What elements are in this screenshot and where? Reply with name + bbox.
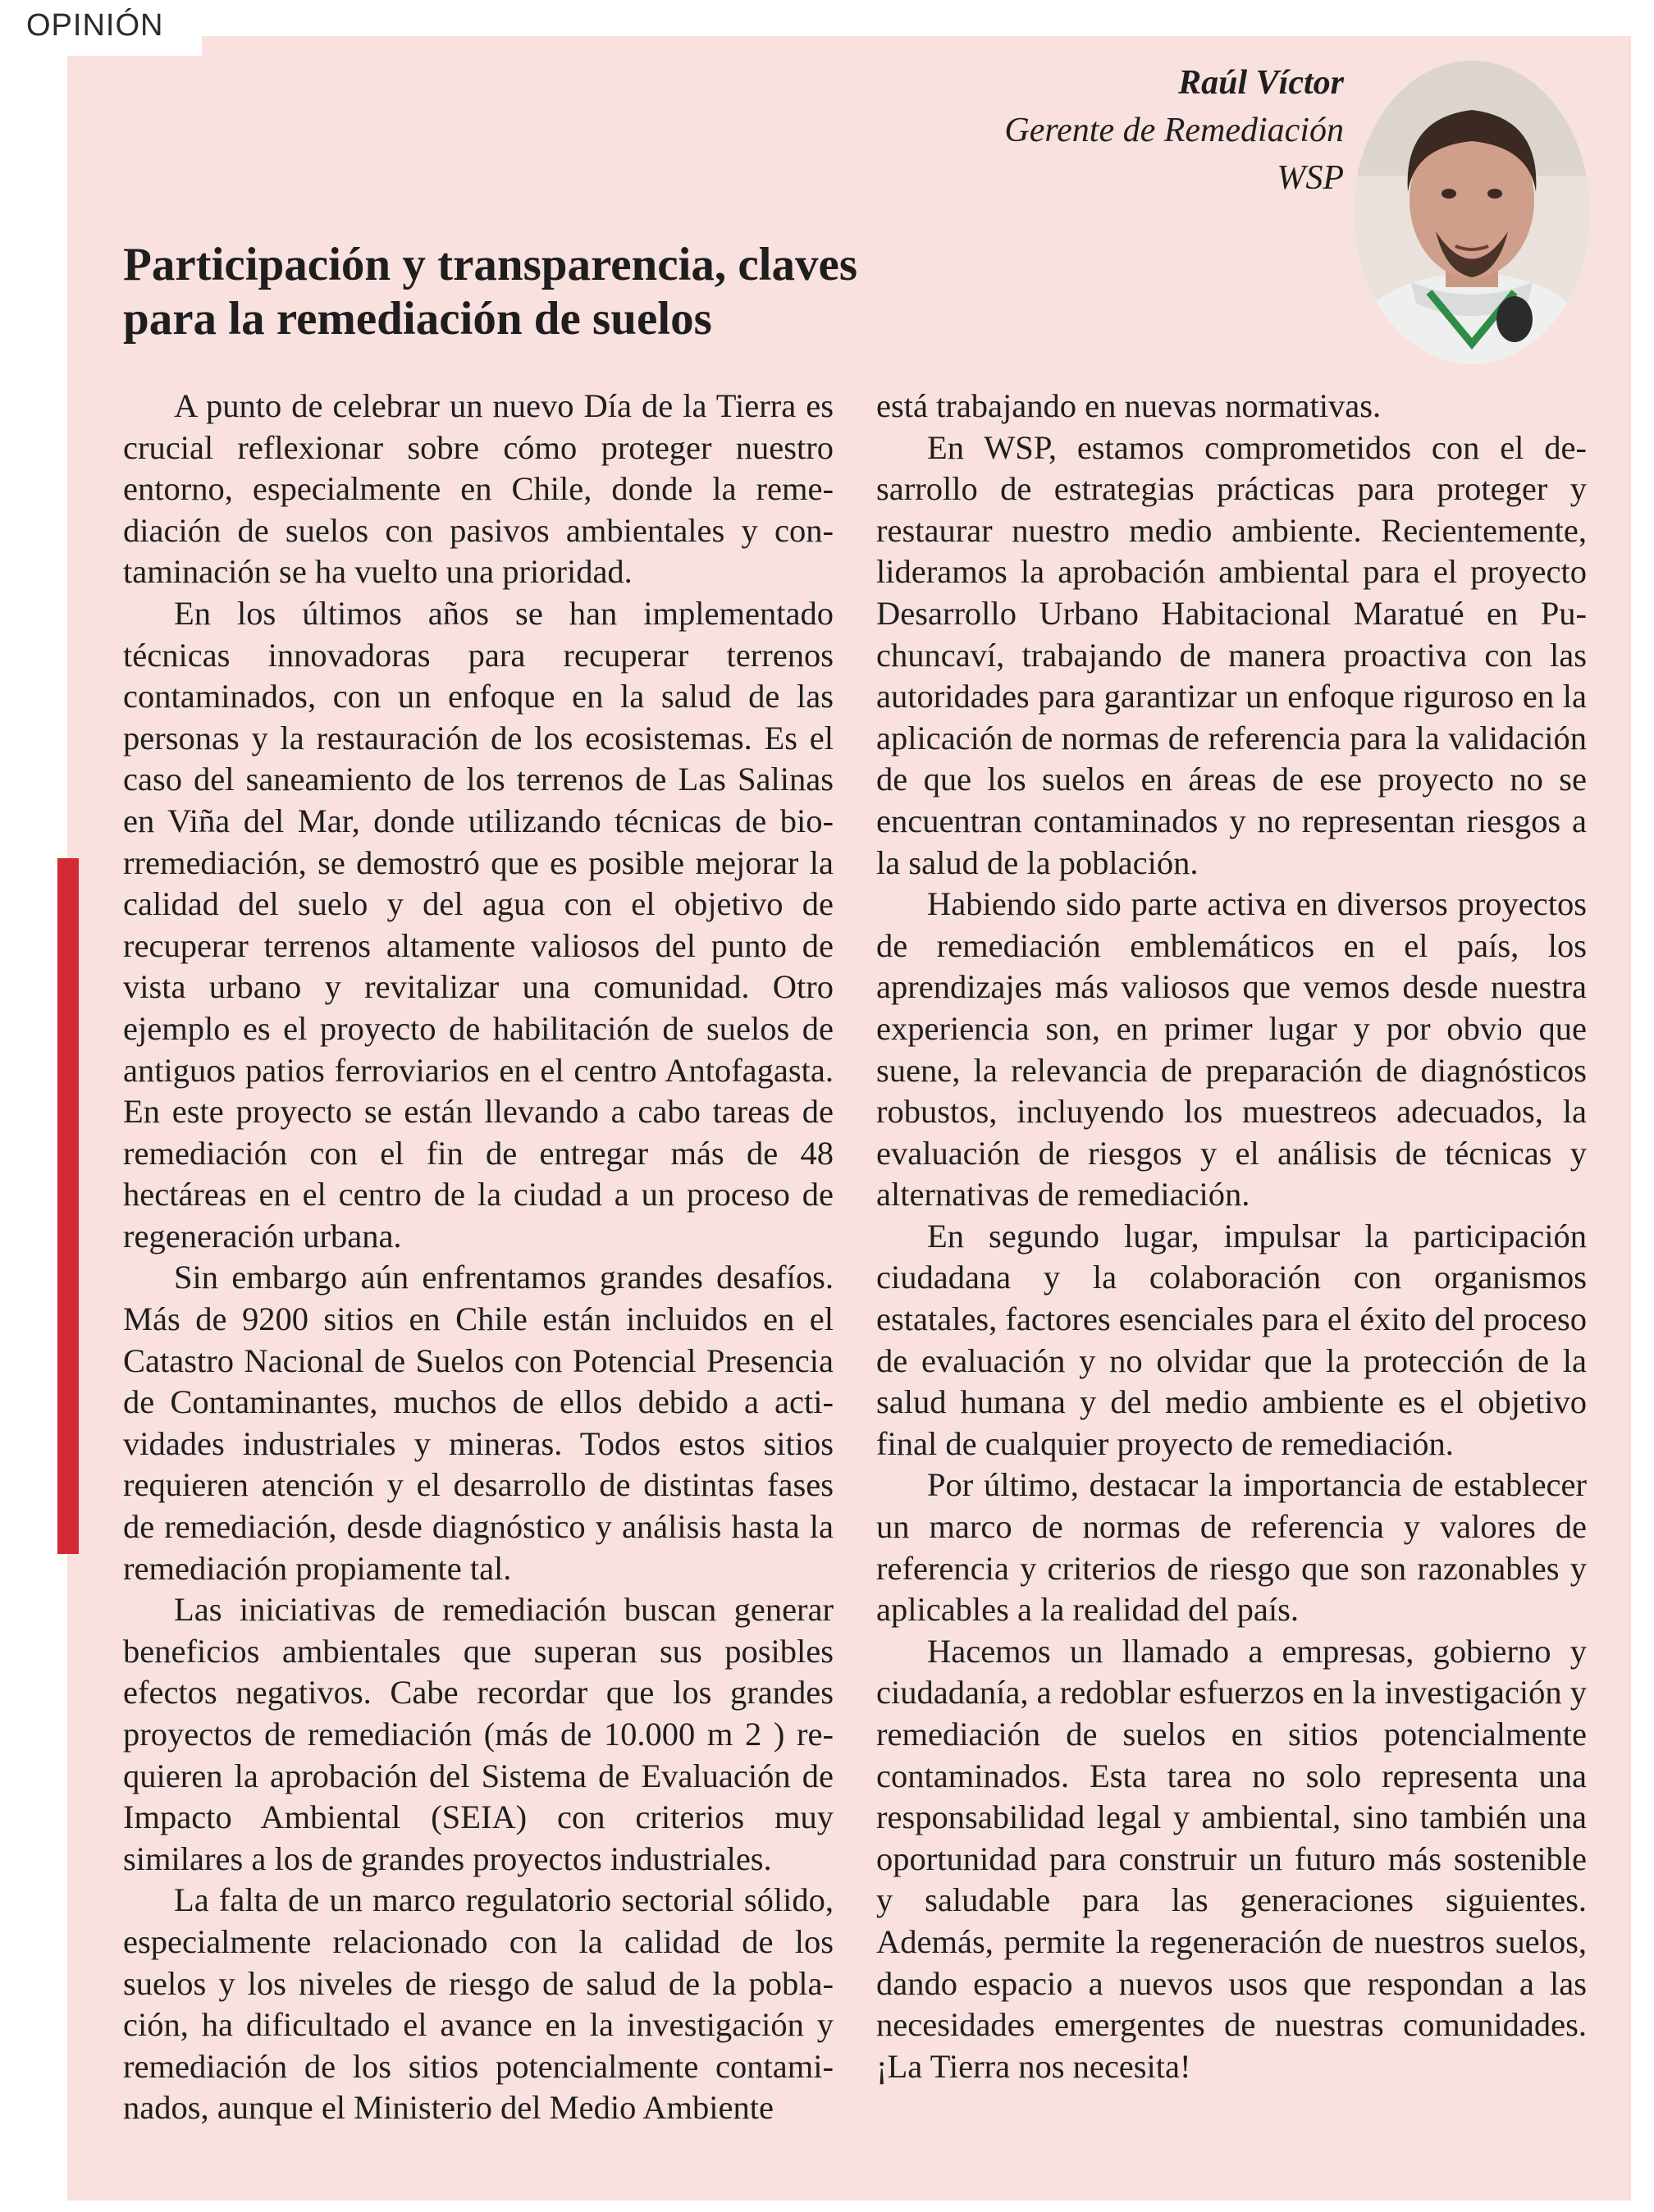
body-paragraph-9: Por último, destacar la importancia de establecer un marco de normas de referencia y valores de referencia y criterios de riesgo que son razonables y aplicables a la realidad del país.	[876, 1466, 1587, 1629]
article-column-right	[876, 386, 1587, 2087]
body-paragraph-3: Sin embargo aún enfrentamos grandes desafíos. Más de 9200 sitios en Chile están incluidos en el Catastro Nacional de Suelos con Potencial Presencia de Contaminantes, muchos de ellos debido a actividades industriales y mineras. Todos estos sitios requieren atención y el desarrollo de distintas fases de remediación, desde diagnóstico y análisis hasta la remediación propiamente tal.	[123, 1259, 834, 1587]
article-column-left	[123, 386, 834, 2129]
section-tab	[0, 0, 202, 56]
article-headline	[123, 238, 944, 346]
body-paragraph-5: La falta de un marco regulatorio sectorial sólido, especialmente relacionado con la calidad de los suelos y los niveles de riesgo de salud de la población, ha dificultado el avance en la investigación y remediación de los sitios potencialmente contaminados, aunque el Ministerio del Medio Ambiente	[123, 1881, 834, 2127]
body-paragraph-4: Las iniciativas de remediación buscan generar beneficios ambientales que superan sus posibles efectos negativos. Cabe recordar que los grandes proyectos de remediación (más de 10.000 m 2 ) requieren la aprobación del Sistema de Evaluación de Impacto Ambiental (SEIA) con criterios muy similares a los de grandes proyectos industriales.	[123, 1591, 834, 1877]
body-paragraph-2: En los últimos años se han implementado técnicas innovadoras para recuperar terrenos contaminados, con un enfoque en la salud de las personas y la restauración de los ecosistemas. Es el caso del saneamiento de los terrenos de Las Salinas en Viña del Mar, donde utilizando técnicas de biorremediación, se demostró que es posible mejorar la calidad del suelo y del agua con el objetivo de recuperar terrenos altamente valiosos del punto de vista urbano y revitalizar una comunidad. Otro ejemplo es el proyecto de habilitación de suelos de antiguos patios ferroviarios en el centro Antofagasta. En este proyecto se están llevando a cabo tareas de remediación con el fin de entregar más de 48 hectáreas en el centro de la ciudad a un proceso de regeneración urbana.	[123, 594, 834, 1255]
headline-line-2: para la remediación de suelos	[123, 293, 712, 345]
body-paragraph-10: Hacemos un llamado a empresas, gobierno y ciudadanía, a redoblar esfuerzos en la investigación y remediación de suelos en sitios potencialmente contaminados. Esta tarea no solo representa una responsabilidad legal y ambiental, sino también una oportunidad para construir un futuro más sostenible y saludable para las generaciones siguientes. Además, permite la regeneración de nuestros suelos, dando espacio a nuevos usos que respondan a las necesidades emergentes de nuestras comunidades. ¡La Tierra nos necesita!	[876, 1632, 1587, 2085]
author-portrait-image	[1354, 61, 1590, 364]
accent-bar	[57, 858, 79, 1554]
body-paragraph-1: A punto de celebrar un nuevo Día de la Tierra es crucial reflexionar sobre cómo proteger nuestro entorno, especialmente en Chile, donde la remediación de suelos con pasivos ambientales y contaminación se ha vuelto una prioridad.	[123, 387, 834, 591]
headline-line-1: Participación y transparencia, claves	[123, 239, 857, 290]
author-name: Raúl Víctor	[1178, 64, 1344, 102]
body-paragraph-8: En segundo lugar, impulsar la participación ciudadana y la colaboración con organismos estatales, factores esenciales para el éxito del proceso de evaluación y no olvidar que la protección de la salud humana y del medio ambiente es el objetivo final de cualquier proyecto de remediación.	[876, 1217, 1587, 1462]
author-photo	[1354, 61, 1590, 364]
body-paragraph-5-continued: está trabajando en nuevas normativas.	[876, 387, 1382, 424]
body-paragraph-7: Habiendo sido parte activa en diversos proyectos de remediación emblemáticos en el país, los aprendizajes más valiosos que vemos desde nuestra experiencia son, en primer lugar y por obvio que suene, la relevancia de preparación de diagnósticos robustos, incluyendo los muestreos adecuados, la evaluación de riesgos y el análisis de técnicas y alternativas de remediación.	[876, 885, 1587, 1213]
section-label: OPINIÓN	[26, 8, 164, 43]
author-company: WSP	[1277, 159, 1344, 197]
body-paragraph-6: En WSP, estamos comprometidos con el desarrollo de estrategias prácticas para proteger y restaurar nuestro medio ambiente. Recientemente, lideramos la aprobación ambiental para el proyecto Desarrollo Urbano Habitacional Maratué en Puchuncaví, trabajando de manera proactiva con las autoridades para garantizar un enfoque riguroso en la aplicación de normas de referencia para la validación de que los suelos en áreas de ese proyecto no se encuentran contaminados y no representan riesgos a la salud de la población.	[876, 428, 1587, 881]
author-byline	[1004, 59, 1344, 202]
author-role: Gerente de Remediación	[1004, 112, 1344, 149]
